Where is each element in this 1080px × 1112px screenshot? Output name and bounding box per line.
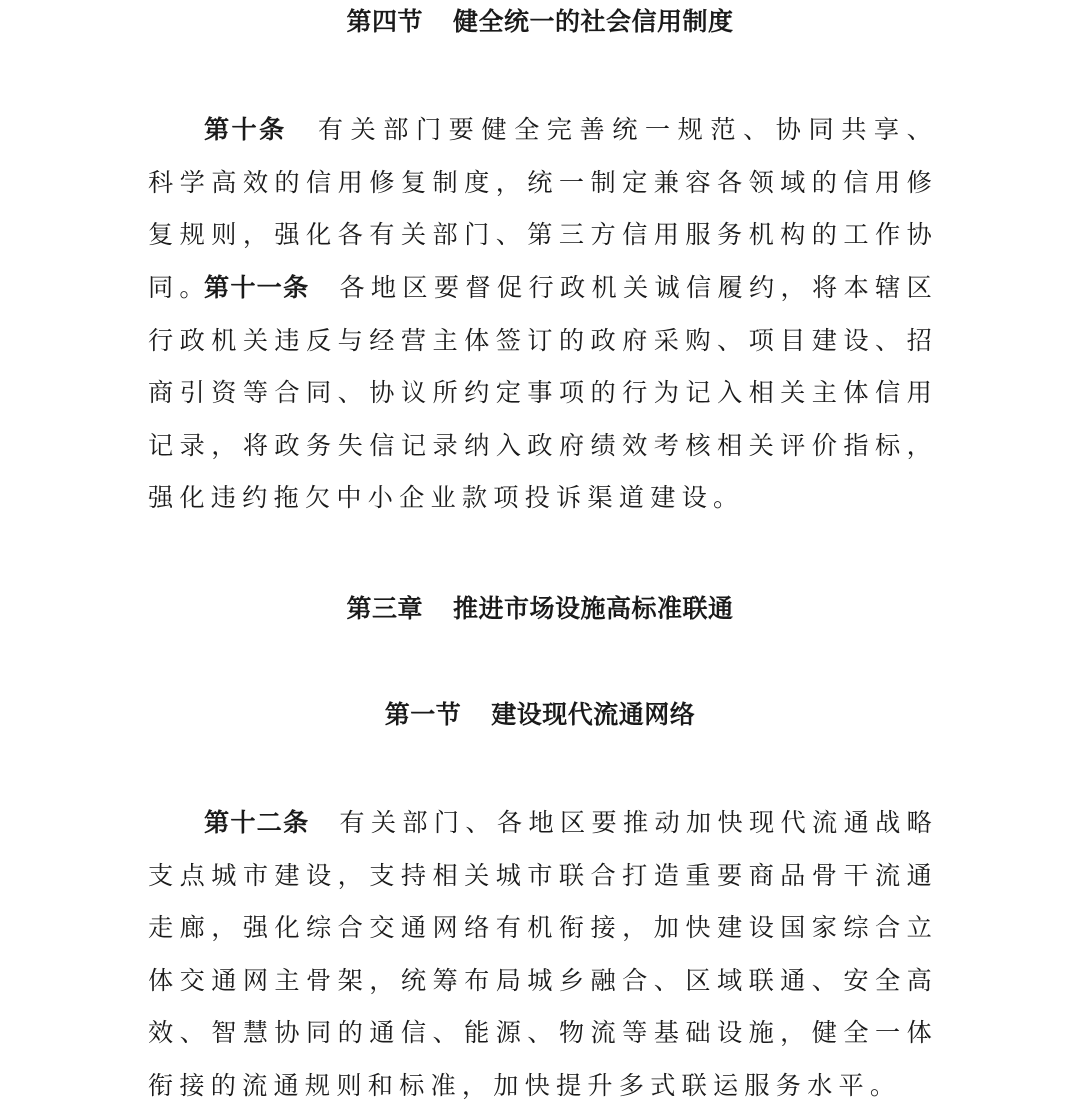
- article-text: 有关部门要健全完善统一规范、协同共享、科学高效的信用修复制度，统一制定兼容各领域的信用修复规则，强化各有关部门、第三方信用服务机构的工作协同。: [148, 115, 938, 302]
- article-number: 第十条: [204, 115, 287, 144]
- section-heading: [0, 697, 1080, 733]
- section-title: 健全统一的社会信用制度: [453, 7, 734, 36]
- chapter-label: 第三章: [346, 594, 423, 623]
- article-text: 各地区要督促行政机关诚信履约，将本辖区行政机关违反与经营主体签订的政府采购、项目建设、招商引资等合同、协议所约定事项的行为记入相关主体信用记录，将政务失信记录纳入政府绩效考核相关评价指标，强化违约拖欠中小企业款项投诉渠道建设。: [148, 273, 938, 512]
- article-paragraph: [148, 262, 938, 525]
- article-number: 第十二条: [204, 808, 310, 837]
- section-label: 第一节: [384, 700, 462, 729]
- article-number: 第十一条: [204, 273, 310, 302]
- article-text: 有关部门、各地区要推动加快现代流通战略支点城市建设，支持相关城市联合打造重要商品骨干流通走廊，强化综合交通网络有机衔接，加快建设国家综合立体交通网主骨架，统筹布局城乡融合、区域联通、安全高效、智慧协同的通信、能源、物流等基础设施，健全一体衔接的流通规则和标准，加快提升多式联运服务水平。: [148, 808, 938, 1100]
- section-title: 建设现代流通网络: [491, 700, 696, 729]
- chapter-heading: [0, 591, 1080, 627]
- article-paragraph: [148, 797, 938, 1112]
- section-label: 第四节: [346, 7, 423, 36]
- section-heading: [0, 4, 1080, 40]
- chapter-title: 推进市场设施高标准联通: [453, 594, 734, 623]
